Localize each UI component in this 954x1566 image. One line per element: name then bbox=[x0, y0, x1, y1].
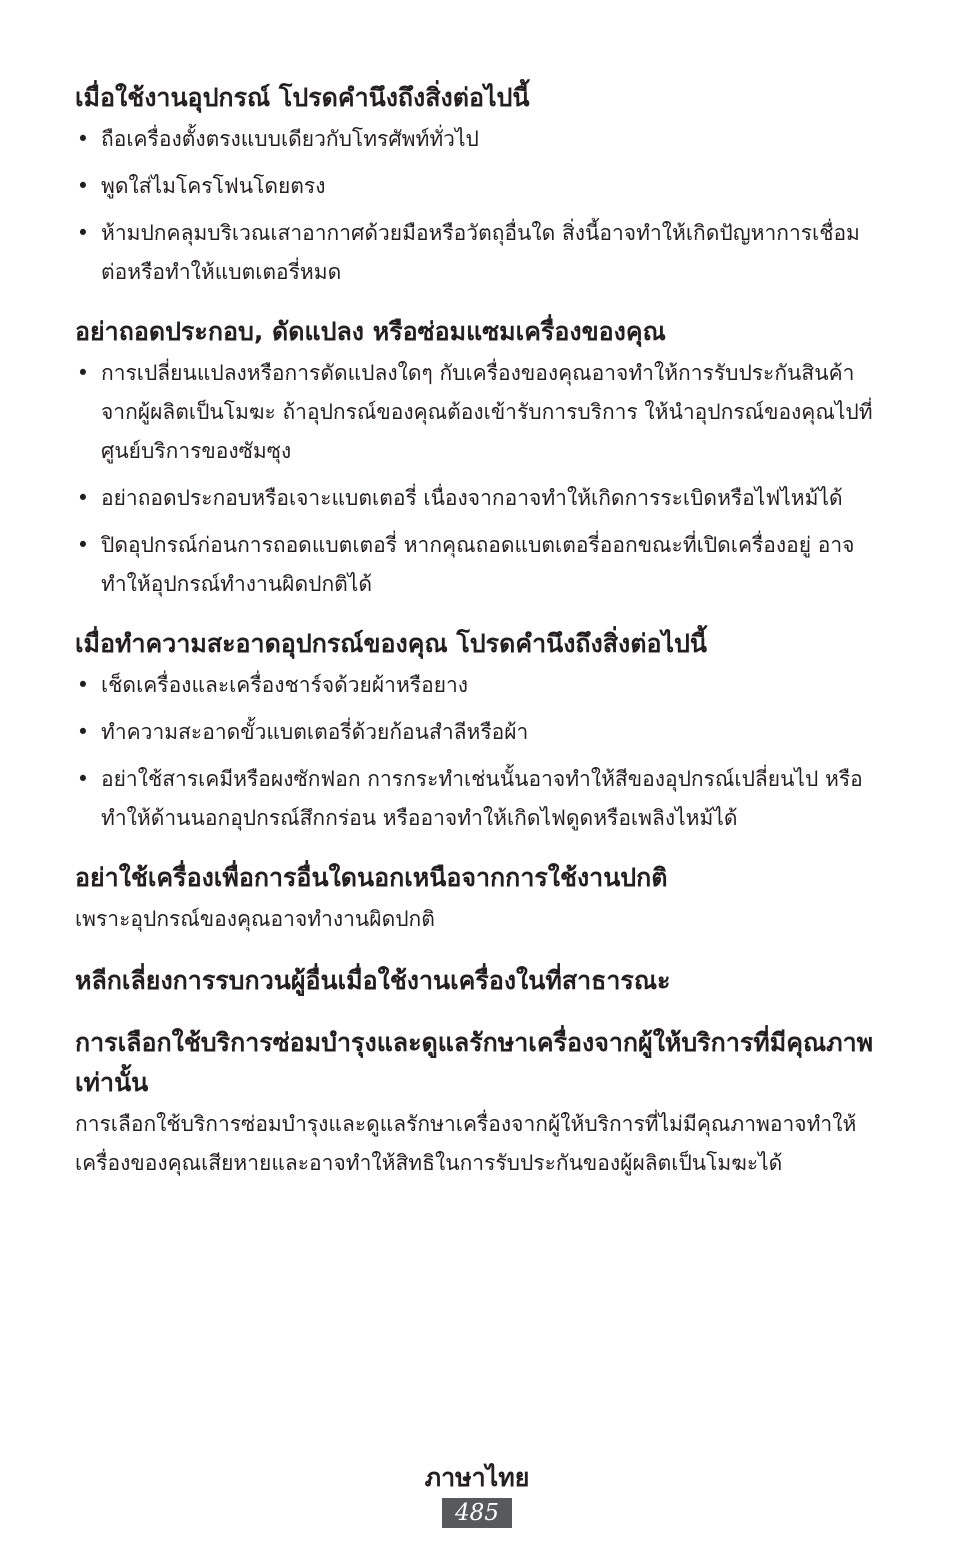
list-item-text: อย่าถอดประกอบหรือเจาะแบตเตอรี่ เนื่องจากอาจทำให้เกิดการระเบิดหรือไฟไหม้ได้ bbox=[101, 486, 843, 510]
list-item-text: ทำความสะอาดขั้วแบตเตอรี่ด้วยก้อนสำลีหรือผ้า bbox=[101, 720, 529, 744]
list-item-text: อย่าใช้สารเคมีหรือผงซักฟอก การกระทำเช่นนั้นอาจทำให้สีของอุปกรณ์เปลี่ยนไป หรือทำให้ด้านนอกอุปกรณ์สึกกร่อน หรืออาจทำให้เกิดไฟดูดหรือเพลิงไหม้ได้ bbox=[101, 767, 863, 830]
list-item bbox=[75, 479, 875, 518]
list-item bbox=[75, 167, 875, 206]
bullet-icon: • bbox=[76, 127, 90, 151]
bullet-list bbox=[75, 120, 875, 292]
list-item bbox=[75, 666, 875, 705]
list-item-text: เช็ดเครื่องและเครื่องชาร์จด้วยผ้าหรือยาง bbox=[101, 673, 469, 697]
section-heading: อย่าใช้เครื่องเพื่อการอื่นใดนอกเหนือจากการใช้งานปกติ bbox=[75, 863, 668, 892]
footer-language: ภาษาไทย bbox=[424, 1463, 530, 1492]
section-public-use bbox=[75, 961, 875, 1001]
section-qualified-service bbox=[75, 1023, 875, 1183]
bullet-icon: • bbox=[76, 221, 90, 245]
bullet-icon: • bbox=[76, 533, 90, 557]
list-item bbox=[75, 214, 875, 292]
list-item-text: ห้ามปกคลุมบริเวณเสาอากาศด้วยมือหรือวัตถุอื่นใด สิ่งนี้อาจทำให้เกิดปัญหาการเชื่อมต่อหรือทำให้แบตเตอรี่หมด bbox=[101, 221, 860, 284]
bullet-icon: • bbox=[76, 361, 90, 385]
list-item-text: พูดใส่ไมโครโฟนโดยตรง bbox=[101, 174, 326, 198]
list-item-text: ปิดอุปกรณ์ก่อนการถอดแบตเตอรี่ หากคุณถอดแบตเตอรี่ออกขณะที่เปิดเครื่องอยู่ อาจทำให้อุปกรณ์ทำงานผิดปกติได้ bbox=[101, 533, 855, 596]
bullet-icon: • bbox=[76, 486, 90, 510]
section-heading: อย่าถอดประกอบ, ดัดแปลง หรือซ่อมแซมเครื่องของคุณ bbox=[75, 317, 666, 346]
bullet-icon: • bbox=[76, 174, 90, 198]
section-heading: เมื่อใช้งานอุปกรณ์ โปรดคำนึงถึงสิ่งต่อไปนี้ bbox=[75, 83, 530, 112]
list-item-text: ถือเครื่องตั้งตรงแบบเดียวกับโทรศัพท์ทั่วไป bbox=[101, 127, 479, 151]
section-text: การเลือกใช้บริการซ่อมบำรุงและดูแลรักษาเครื่องจากผู้ให้บริการที่ไม่มีคุณภาพอาจทำให้เครื่องของคุณเสียหายและอาจทำให้สิทธิในการรับประกันของผู้ผลิตเป็นโมฆะได้ bbox=[75, 1112, 857, 1175]
section-heading: หลีกเลี่ยงการรบกวนผู้อื่นเมื่อใช้งานเครื่องในที่สาธารณะ bbox=[75, 966, 671, 995]
list-item bbox=[75, 713, 875, 752]
section-heading: การเลือกใช้บริการซ่อมบำรุงและดูแลรักษาเครื่องจากผู้ให้บริการที่มีคุณภาพเท่านั้น bbox=[75, 1028, 874, 1097]
list-item-text: การเปลี่ยนแปลงหรือการดัดแปลงใดๆ กับเครื่องของคุณอาจทำให้การรับประกันสินค้าจากผู้ผลิตเป็นโมฆะ ถ้าอุปกรณ์ของคุณต้องเข้ารับการบริการ ให้นำอุปกรณ์ของคุณไปที่ศูนย์บริการของซัมซุง bbox=[101, 361, 873, 463]
bullet-icon: • bbox=[76, 767, 90, 791]
bullet-icon: • bbox=[76, 673, 90, 697]
section-normal-use bbox=[75, 858, 875, 939]
list-item bbox=[75, 760, 875, 838]
bullet-list bbox=[75, 666, 875, 838]
section-using-device bbox=[75, 78, 875, 292]
section-cleaning bbox=[75, 624, 875, 838]
section-text: เพราะอุปกรณ์ของคุณอาจทำงานผิดปกติ bbox=[75, 907, 435, 931]
section-no-disassembly bbox=[75, 312, 875, 604]
section-heading: เมื่อทำความสะอาดอุปกรณ์ของคุณ โปรดคำนึงถึงสิ่งต่อไปนี้ bbox=[75, 629, 707, 658]
page-footer bbox=[0, 1458, 954, 1528]
list-item bbox=[75, 120, 875, 159]
list-item bbox=[75, 526, 875, 604]
bullet-list bbox=[75, 354, 875, 604]
document-body bbox=[75, 78, 875, 1205]
list-item bbox=[75, 354, 875, 471]
page-number: 485 bbox=[442, 1498, 512, 1528]
bullet-icon: • bbox=[76, 720, 90, 744]
